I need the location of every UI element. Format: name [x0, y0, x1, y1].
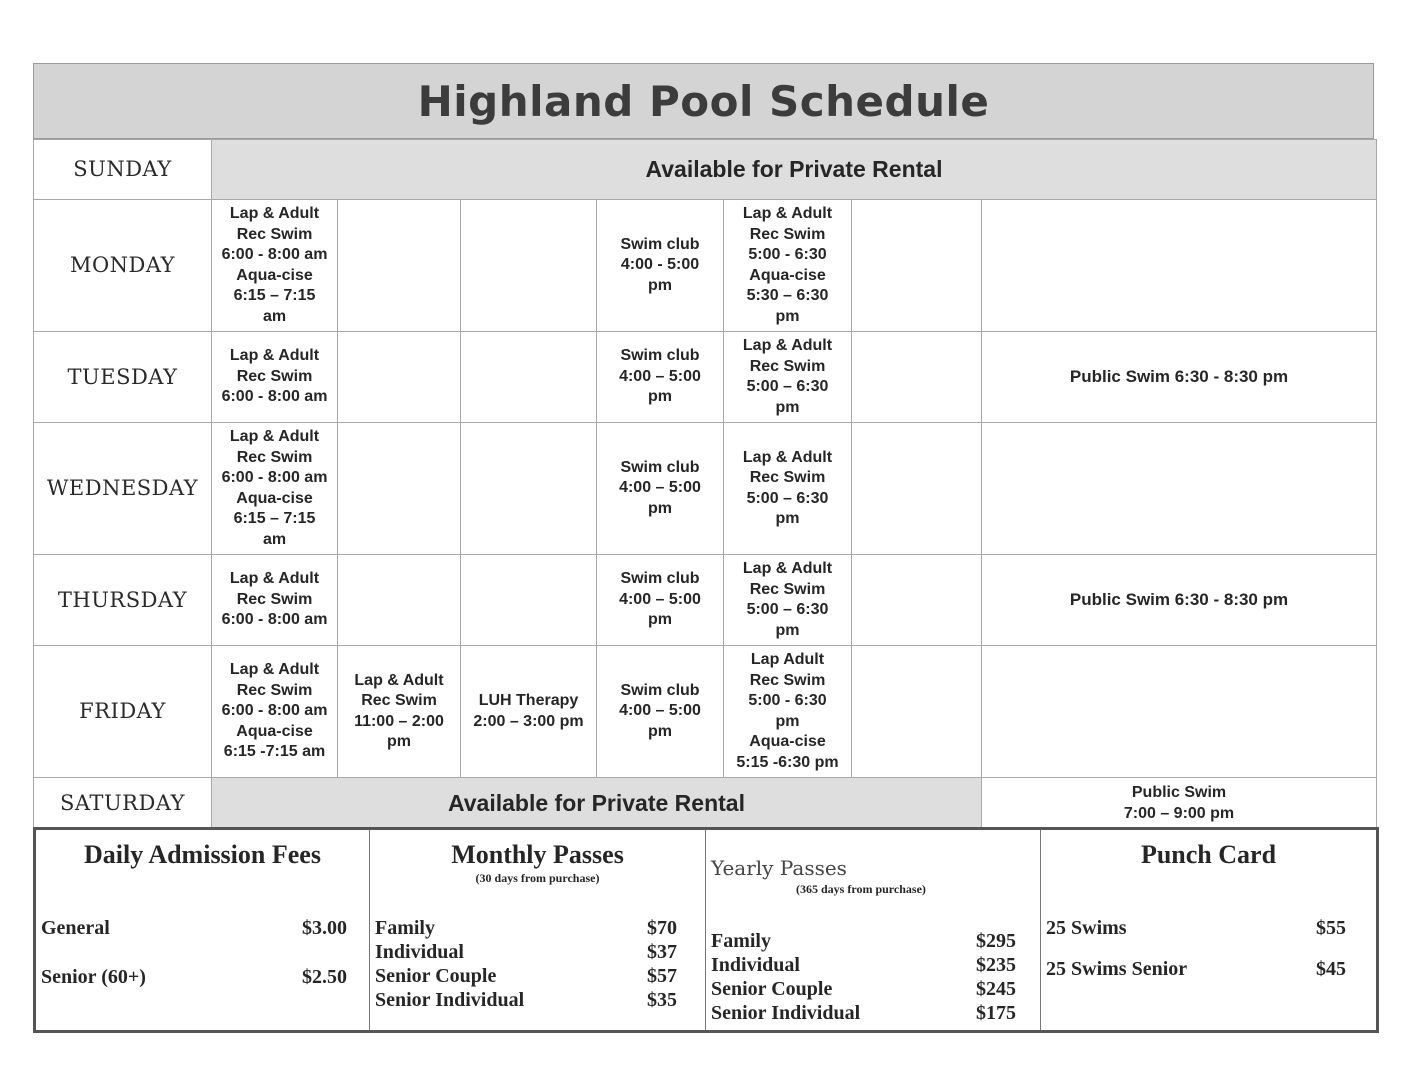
tuesday-late-empty — [852, 332, 982, 423]
row-sunday — [34, 140, 1377, 200]
day-label-thursday: THURSDAY — [34, 555, 212, 646]
day-label-friday: FRIDAY — [34, 646, 212, 778]
day-label-saturday: SATURDAY — [34, 778, 212, 830]
thursday-late-empty — [852, 555, 982, 646]
monday-late-empty — [852, 200, 982, 332]
row-thursday — [34, 555, 1377, 646]
thursday-afternoon-empty — [461, 555, 597, 646]
tuesday-evening-lap-swim: Lap & Adult Rec Swim 5:00 – 6:30 pm — [724, 332, 852, 423]
row-monday — [34, 200, 1377, 332]
fee-label: Family — [711, 930, 771, 952]
tuesday-midday-empty — [338, 332, 461, 423]
monday-evening-lap-swim: Lap & Adult Rec Swim 5:00 - 6:30 Aqua-cise 5:30 – 6:30 pm — [724, 200, 852, 332]
monday-midday-empty — [338, 200, 461, 332]
fee-price: $57 — [647, 965, 677, 987]
row-wednesday — [34, 423, 1377, 555]
wednesday-midday-empty — [338, 423, 461, 555]
title-bar — [33, 63, 1374, 139]
friday-evening-lap-swim: Lap Adult Rec Swim 5:00 - 6:30 pm Aqua-cise 5:15 -6:30 pm — [724, 646, 852, 778]
wednesday-swim-club: Swim club 4:00 – 5:00 pm — [597, 423, 724, 555]
thursday-swim-club: Swim club 4:00 – 5:00 pm — [597, 555, 724, 646]
saturday-private-rental: Available for Private Rental — [212, 778, 982, 830]
day-label-tuesday: TUESDAY — [34, 332, 212, 423]
saturday-public-swim: Public Swim 7:00 – 9:00 pm — [982, 778, 1377, 830]
fee-price: $37 — [647, 941, 677, 963]
fee-row — [1046, 916, 1346, 940]
fee-label: Individual — [375, 941, 464, 963]
row-friday — [34, 646, 1377, 778]
day-label-wednesday: WEDNESDAY — [34, 423, 212, 555]
fee-row — [711, 977, 1016, 1001]
friday-luh-therapy: LUH Therapy 2:00 – 3:00 pm — [461, 646, 597, 778]
fee-price: $45 — [1316, 958, 1346, 980]
tuesday-lap-swim: Lap & Adult Rec Swim 6:00 - 8:00 am — [212, 332, 338, 423]
fee-row — [711, 1001, 1016, 1025]
friday-public-empty — [982, 646, 1377, 778]
monday-lap-swim: Lap & Adult Rec Swim 6:00 - 8:00 am Aqua-cise 6:15 – 7:15 am — [212, 200, 338, 332]
fee-row — [711, 953, 1016, 977]
punch-card-section — [1041, 829, 1378, 1032]
yearly-passes-heading: Yearly Passes — [711, 856, 847, 880]
fee-label: Individual — [711, 954, 800, 976]
daily-admission-section — [35, 829, 370, 1032]
fee-label: Senior (60+) — [41, 966, 146, 988]
thursday-evening-lap-swim: Lap & Adult Rec Swim 5:00 – 6:30 pm — [724, 555, 852, 646]
fee-label: 25 Swims Senior — [1046, 958, 1188, 980]
fee-label: Senior Couple — [711, 978, 833, 1000]
fee-row — [375, 916, 677, 940]
wednesday-afternoon-empty — [461, 423, 597, 555]
monday-public-empty — [982, 200, 1377, 332]
thursday-lap-swim: Lap & Adult Rec Swim 6:00 - 8:00 am — [212, 555, 338, 646]
fee-row-general — [41, 916, 347, 940]
tuesday-swim-club: Swim club 4:00 – 5:00 pm — [597, 332, 724, 423]
monday-swim-club: Swim club 4:00 - 5:00 pm — [597, 200, 724, 332]
fee-row — [375, 964, 677, 988]
wednesday-evening-lap-swim: Lap & Adult Rec Swim 5:00 – 6:30 pm — [724, 423, 852, 555]
wednesday-late-empty — [852, 423, 982, 555]
tuesday-afternoon-empty — [461, 332, 597, 423]
monthly-passes-note: (30 days from purchase) — [475, 871, 600, 885]
yearly-passes-section — [706, 829, 1041, 1032]
friday-late-empty — [852, 646, 982, 778]
day-label-monday: MONDAY — [34, 200, 212, 332]
fee-price: $35 — [647, 989, 677, 1011]
fee-label: 25 Swims — [1046, 917, 1127, 939]
wednesday-lap-swim: Lap & Adult Rec Swim 6:00 - 8:00 am Aqua-cise 6:15 – 7:15 am — [212, 423, 338, 555]
fee-label: Family — [375, 917, 435, 939]
day-label-sunday: SUNDAY — [34, 140, 212, 200]
fee-label: Senior Individual — [711, 1002, 861, 1024]
fee-row-senior — [41, 965, 347, 989]
monthly-passes-heading: Monthly Passes — [451, 840, 624, 869]
monthly-passes-section — [370, 829, 706, 1032]
punch-card-heading: Punch Card — [1140, 840, 1277, 869]
fee-price: $245 — [976, 978, 1016, 1000]
fee-row — [375, 940, 677, 964]
sunday-private-rental: Available for Private Rental — [212, 140, 1377, 200]
yearly-passes-note: (365 days from purchase) — [796, 882, 926, 896]
tuesday-public-swim: Public Swim 6:30 - 8:30 pm — [982, 332, 1377, 423]
fee-label: Senior Couple — [375, 965, 497, 987]
fee-label: General — [41, 917, 110, 939]
friday-lap-swim: Lap & Adult Rec Swim 6:00 - 8:00 am Aqua-cise 6:15 -7:15 am — [212, 646, 338, 778]
fee-price: $175 — [976, 1002, 1016, 1024]
fee-price: $235 — [976, 954, 1016, 976]
fee-label: Senior Individual — [375, 989, 525, 1011]
schedule-table — [33, 139, 1377, 830]
fee-price: $295 — [976, 930, 1016, 952]
wednesday-public-empty — [982, 423, 1377, 555]
fee-price: $70 — [647, 917, 677, 939]
row-saturday — [34, 778, 1377, 830]
friday-swim-club: Swim club 4:00 – 5:00 pm — [597, 646, 724, 778]
fee-row — [711, 929, 1016, 953]
fee-price: $2.50 — [302, 966, 347, 988]
fees-table — [33, 827, 1379, 1033]
page-title: Highland Pool Schedule — [417, 76, 990, 126]
fee-row — [375, 988, 677, 1012]
thursday-midday-empty — [338, 555, 461, 646]
thursday-public-swim: Public Swim 6:30 - 8:30 pm — [982, 555, 1377, 646]
friday-midday-lap-swim: Lap & Adult Rec Swim 11:00 – 2:00 pm — [338, 646, 461, 778]
daily-admission-heading: Daily Admission Fees — [84, 840, 321, 869]
fee-price: $55 — [1316, 917, 1346, 939]
fee-row — [1046, 957, 1346, 981]
monday-afternoon-empty — [461, 200, 597, 332]
fee-price: $3.00 — [302, 917, 347, 939]
row-tuesday — [34, 332, 1377, 423]
